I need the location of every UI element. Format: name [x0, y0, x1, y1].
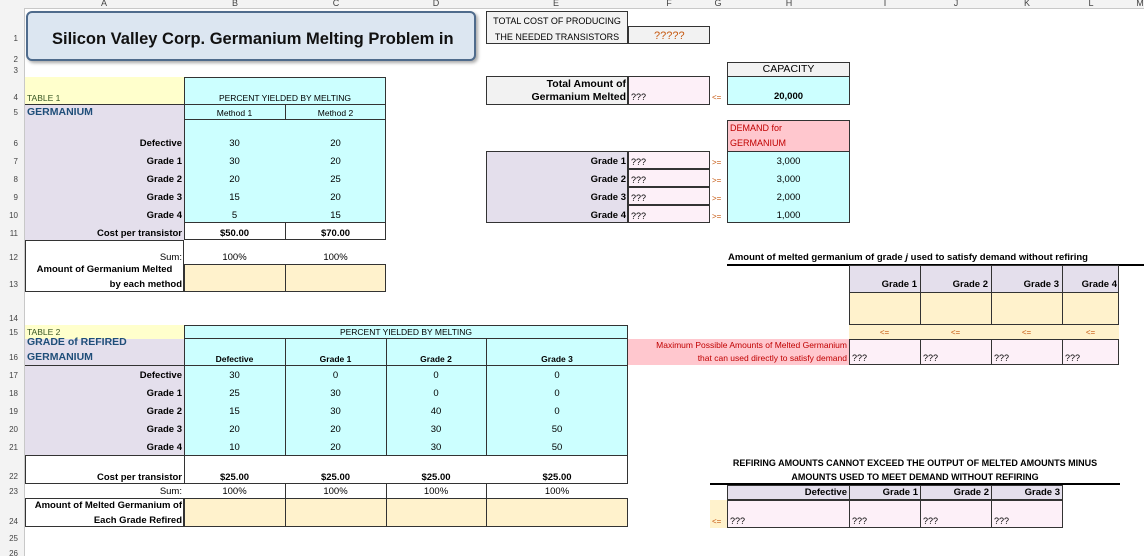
direct-amount-cell[interactable] — [1062, 292, 1119, 325]
table2-amount-cell[interactable] — [386, 498, 487, 527]
table2-row-label: Grade 3 — [146, 424, 182, 435]
table2-cost-label: Cost per transistor — [97, 472, 182, 483]
table2-col-header: Grade 3 — [541, 354, 573, 364]
refire-cell[interactable] — [727, 500, 850, 528]
demand-value[interactable]: 1,000 — [776, 210, 801, 221]
total-melted-label-2: Germanium Melted — [531, 91, 626, 103]
refire-value: ??? — [730, 516, 746, 526]
demand-row-label: Grade 2 — [590, 174, 626, 185]
table2-cell[interactable]: 20 — [330, 424, 341, 435]
table1-name: GERMANIUM — [27, 106, 93, 118]
table1-cost-cell[interactable]: $70.00 — [320, 228, 351, 239]
capacity-value: 20,000 — [773, 91, 804, 102]
row-header[interactable]: 4 — [13, 93, 18, 102]
table1-tag: TABLE 1 — [27, 93, 61, 103]
row-header[interactable]: 1 — [13, 34, 18, 43]
max-direct-value: ??? — [852, 353, 868, 363]
row-header-bar — [0, 8, 25, 556]
refire-operator: <= — [712, 517, 722, 526]
row-header[interactable]: 13 — [9, 280, 18, 289]
total-melted-label-1: Total Amount of — [546, 78, 626, 90]
table2-name-2: GERMANIUM — [27, 351, 93, 363]
direct-amount-cell[interactable] — [920, 292, 992, 325]
row-header[interactable]: 18 — [9, 389, 18, 398]
row-header[interactable]: 5 — [13, 108, 18, 117]
row-header[interactable]: 17 — [9, 371, 18, 380]
table1-sum-cell[interactable]: 100% — [222, 252, 247, 263]
total-melted-value: ??? — [631, 92, 647, 102]
table1-row-label: Grade 4 — [146, 210, 182, 221]
table2-cell[interactable]: 40 — [430, 406, 442, 417]
max-direct-value: ??? — [923, 353, 939, 363]
direct-use-title — [728, 252, 1088, 264]
table1-cell[interactable]: 20 — [330, 138, 341, 149]
table2-cost-cell[interactable]: $25.00 — [542, 472, 572, 483]
column-header[interactable]: B — [231, 0, 239, 8]
table2-cost-cell[interactable]: $25.00 — [219, 472, 250, 483]
demand-operator: >= — [712, 212, 722, 221]
row-header[interactable]: 14 — [9, 314, 18, 323]
table1-sum-label: Sum: — [159, 252, 182, 263]
column-header[interactable]: L — [1088, 0, 1094, 8]
table1-amount-label-2: by each method — [109, 279, 182, 290]
table1-value-area — [184, 120, 386, 222]
direct-use-title-pre: Amount of melted germanium of grade — [728, 252, 906, 263]
demand-supply-value: ??? — [631, 211, 647, 221]
row-header[interactable]: 22 — [9, 472, 18, 481]
table2-sum-cell[interactable]: 100% — [544, 486, 570, 497]
direct-operator: <= — [879, 328, 890, 337]
row-header[interactable]: 6 — [13, 139, 18, 148]
table1-cell[interactable]: 15 — [330, 210, 341, 221]
table1-cell[interactable]: 25 — [330, 174, 341, 185]
column-header[interactable]: M — [1136, 0, 1144, 8]
direct-operator: <= — [950, 328, 961, 337]
max-direct-value: ??? — [1065, 353, 1081, 363]
table1-row-label: Defective — [139, 138, 182, 149]
column-header[interactable]: C — [332, 0, 340, 8]
table1-row-label: Grade 2 — [146, 174, 182, 185]
refire-col-header: Grade 3 — [1024, 487, 1060, 498]
demand-row-label: Grade 1 — [590, 156, 626, 167]
max-direct-label-2: that can used directly to satisfy demand — [697, 353, 847, 363]
table2-sum-cell[interactable]: 100% — [323, 486, 348, 497]
refire-col-header: Grade 2 — [953, 487, 989, 498]
direct-grade-header: Grade 4 — [1081, 279, 1117, 290]
table1-cell[interactable]: 5 — [231, 210, 238, 221]
table2-row-label: Grade 1 — [146, 388, 182, 399]
table1-row-label: Grade 3 — [146, 192, 182, 203]
direct-use-title-post: used to satisfy demand without refiring — [908, 252, 1088, 263]
direct-amount-cell[interactable] — [849, 292, 921, 325]
demand-value[interactable]: 2,000 — [776, 192, 801, 203]
table2-cell[interactable]: 25 — [229, 388, 240, 399]
table2-cell[interactable]: 15 — [229, 406, 240, 417]
table2-cell[interactable]: 0 — [332, 370, 339, 381]
table1-sum-cell[interactable]: 100% — [323, 252, 348, 263]
table2-row-label: Grade 2 — [146, 406, 182, 417]
table2-cell[interactable]: 30 — [229, 370, 240, 381]
table1-cell[interactable]: 20 — [330, 192, 341, 203]
row-header[interactable]: 10 — [9, 211, 18, 220]
demand-supply-value: ??? — [631, 193, 647, 203]
direct-operator: <= — [1085, 328, 1096, 337]
column-header[interactable]: E — [552, 0, 560, 8]
row-header[interactable]: 8 — [13, 175, 18, 184]
column-header[interactable]: I — [883, 0, 887, 8]
table1-cell[interactable]: 20 — [330, 156, 341, 167]
table2-cell[interactable]: 0 — [554, 370, 560, 381]
table2-tag: TABLE 2 — [27, 327, 61, 337]
table2-cell[interactable]: 10 — [229, 442, 240, 453]
row-header[interactable]: 26 — [9, 549, 18, 558]
row-header[interactable]: 9 — [13, 193, 18, 202]
table1-cell[interactable]: 30 — [229, 138, 240, 149]
total-cost-value: ????? — [654, 30, 685, 42]
table1-amount-label-1: Amount of Germanium Melted — [36, 264, 173, 275]
column-header[interactable]: D — [432, 0, 440, 8]
row-header[interactable]: 24 — [9, 517, 18, 526]
table2-name-1: GRADE of REFIRED — [27, 336, 127, 348]
direct-grade-header: Grade 3 — [1023, 279, 1059, 290]
total-cost-label-line2: THE NEEDED TRANSISTORS — [494, 32, 620, 42]
direct-grade-header: Grade 2 — [952, 279, 988, 290]
table2-amount-cell[interactable] — [486, 498, 628, 527]
demand-operator: >= — [712, 176, 722, 185]
table2-sum-cell[interactable]: 100% — [423, 486, 449, 497]
table2-cell[interactable]: 30 — [430, 424, 442, 435]
row-header[interactable]: 15 — [9, 328, 18, 337]
table2-sum-label: Sum: — [159, 486, 182, 497]
table2-row-label: Defective — [139, 370, 182, 381]
table2-cost-cell[interactable]: $25.00 — [421, 472, 451, 483]
column-header[interactable]: H — [785, 0, 793, 8]
table2-row-label: Grade 4 — [146, 442, 182, 453]
demand-supply-value: ??? — [631, 157, 647, 167]
demand-supply-value: ??? — [631, 175, 647, 185]
table2-cell[interactable]: 50 — [551, 442, 563, 453]
demand-header-1: DEMAND for — [730, 123, 783, 133]
table2-cell[interactable]: 0 — [433, 370, 439, 381]
refire-col-header: Grade 1 — [882, 487, 918, 498]
capacity-operator: <= — [712, 93, 722, 102]
title-box — [26, 11, 476, 61]
table2-amount-label-2: Each Grade Refired — [93, 515, 182, 526]
refire-col-header: Defective — [804, 487, 847, 498]
table2-amount-cell[interactable] — [285, 498, 387, 527]
refire-note-1: REFIRING AMOUNTS CANNOT EXCEED THE OUTPUT OF MELTED AMOUNTS MINUS — [732, 458, 1098, 468]
table2-amount-cell[interactable] — [184, 498, 286, 527]
table2-amount-label-1: Amount of Melted Germanium of — [34, 500, 182, 511]
max-direct-value: ??? — [994, 353, 1010, 363]
column-header-bar — [0, 0, 1144, 9]
refire-value: ??? — [852, 516, 868, 526]
refire-value: ??? — [994, 516, 1010, 526]
table1-cost-label: Cost per transistor — [97, 228, 182, 239]
refire-note-2: AMOUNTS USED TO MEET DEMAND WITHOUT REFIRING — [791, 472, 1039, 482]
row-header[interactable]: 21 — [9, 443, 18, 452]
column-header[interactable]: K — [1023, 0, 1031, 8]
table2-col-header: Grade 1 — [319, 354, 352, 364]
direct-operator: <= — [1021, 328, 1032, 337]
max-direct-label-1: Maximum Possible Amounts of Melted Germanium — [656, 340, 847, 350]
table2-cell[interactable]: 30 — [430, 442, 442, 453]
table2-col-header: Grade 2 — [420, 354, 452, 364]
table2-cell[interactable]: 30 — [330, 388, 341, 399]
row-header[interactable]: 20 — [9, 425, 18, 434]
table1-cell[interactable]: 15 — [229, 192, 240, 203]
row-header[interactable]: 2 — [13, 55, 18, 64]
table2-cell[interactable]: 0 — [433, 388, 439, 399]
demand-header-2: GERMANIUM — [730, 138, 786, 148]
table1-amount-cell[interactable] — [184, 264, 286, 292]
table2-sum-cell[interactable]: 100% — [222, 486, 247, 497]
demand-value[interactable]: 3,000 — [776, 174, 801, 185]
row-header[interactable]: 19 — [9, 407, 18, 416]
column-header[interactable]: G — [714, 0, 722, 8]
row-header[interactable]: 11 — [9, 229, 18, 238]
table2-cell[interactable]: 20 — [330, 442, 341, 453]
table2-cell[interactable]: 20 — [229, 424, 240, 435]
row-header[interactable]: 7 — [13, 157, 18, 166]
table2-cell[interactable]: 50 — [551, 424, 563, 435]
column-header[interactable]: J — [953, 0, 959, 8]
row-header[interactable]: 3 — [13, 66, 18, 75]
table2-cell[interactable]: 0 — [554, 388, 560, 399]
table2-cell[interactable]: 0 — [554, 406, 560, 417]
row-header[interactable]: 25 — [9, 534, 18, 543]
page-title: Silicon Valley Corp. Germanium Melting Problem in — [52, 30, 454, 48]
direct-amount-cell[interactable] — [991, 292, 1063, 325]
row-header[interactable]: 23 — [9, 487, 18, 496]
table1-header: PERCENT YIELDED BY MELTING — [218, 93, 352, 103]
demand-value[interactable]: 3,000 — [776, 156, 801, 167]
row-header[interactable]: 12 — [9, 253, 18, 262]
column-header[interactable]: A — [100, 0, 108, 8]
capacity-header: CAPACITY — [762, 63, 815, 75]
table1-method2-header: Method 2 — [317, 108, 354, 118]
refire-value: ??? — [923, 516, 939, 526]
total-cost-label-line1: TOTAL COST OF PRODUCING — [493, 16, 621, 26]
table1-amount-cell[interactable] — [285, 264, 386, 292]
table1-cell[interactable]: 20 — [229, 174, 240, 185]
column-header[interactable]: F — [666, 0, 672, 8]
demand-row-label: Grade 3 — [590, 192, 626, 203]
demand-row-label: Grade 4 — [590, 210, 626, 221]
table1-cell[interactable]: 30 — [229, 156, 240, 167]
table1-row-label: Grade 1 — [146, 156, 182, 167]
demand-operator: >= — [712, 158, 722, 167]
table2-col-header: Defective — [215, 354, 254, 364]
direct-use-title-var: j — [905, 252, 908, 263]
table1-method1-header: Method 1 — [216, 108, 253, 118]
row-header[interactable]: 16 — [9, 353, 18, 362]
table1-cost-cell[interactable]: $50.00 — [219, 228, 250, 239]
table2-header: PERCENT YIELDED BY MELTING — [339, 327, 473, 337]
table2-cell[interactable]: 30 — [330, 406, 341, 417]
direct-grade-header: Grade 1 — [881, 279, 917, 290]
table2-cost-cell[interactable]: $25.00 — [320, 472, 351, 483]
demand-operator: >= — [712, 194, 722, 203]
